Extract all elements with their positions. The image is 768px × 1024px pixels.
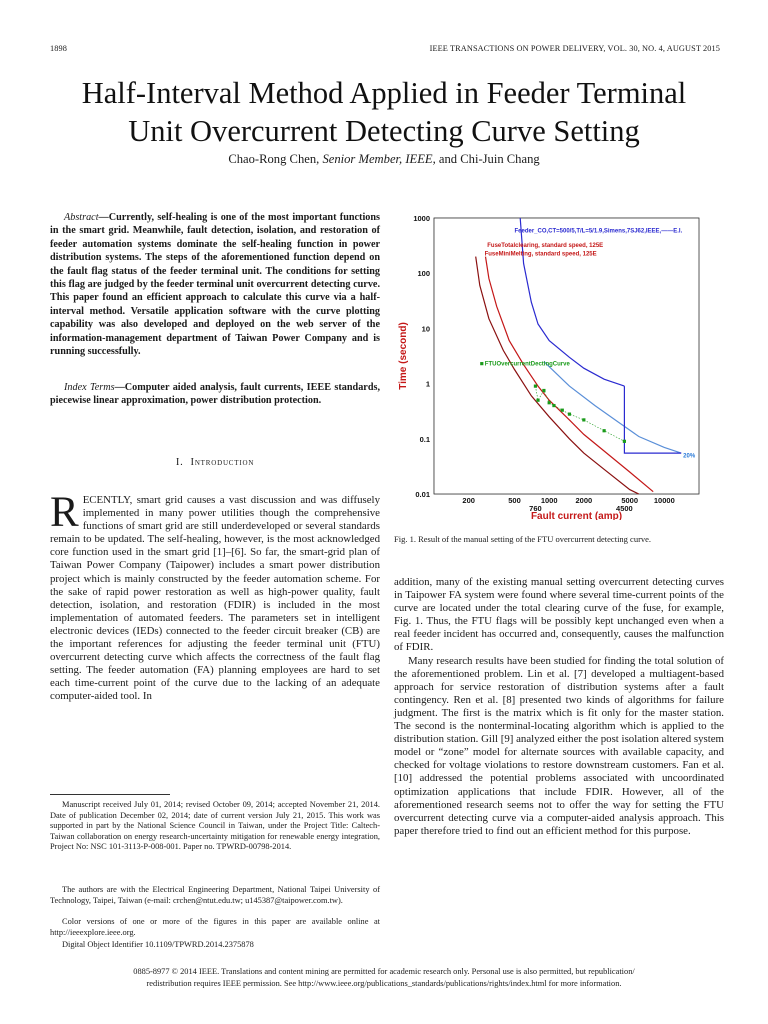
legend-fuse-total: FuseTotalclearing, standard speed, 125E xyxy=(487,242,604,249)
legend-percent: 20% xyxy=(683,453,696,460)
title-line-1: Half-Interval Method Applied in Feeder Terminal xyxy=(81,76,687,110)
y-tick-label: 0.01 xyxy=(415,490,430,499)
right-paragraph-1: addition, many of the existing manual setting overcurrent detecting curves in Taipower FA system were found where several time-current points of the curve are located under the total clearing curve of the fuse, for example, Fig. 1. Thus, the FTU flags will be possibly kept unchanged even when a real feeder incident has occurred and, consequently, causes the malfunction of FDIR. xyxy=(394,576,724,654)
legend-ftu-marker xyxy=(480,362,483,365)
ftu-point xyxy=(603,429,606,432)
x-tick-label: 2000 xyxy=(575,496,593,505)
ftu-point xyxy=(548,401,551,404)
ftu-point xyxy=(552,404,555,407)
abstract-text: —Currently, self-healing is one of the most important functions in the smart grid. Meanwhile, fault detection, isolation, and restoration of feeder automation systems dominate the self-healing function in power distribution systems. The steps of the aforementioned function depend on the fault flag status of the feeder terminal unit. The conditions for setting this flag are judged by the feeder terminal unit overcurrent detecting curve. This paper found an efficient approach to calculate this curve via a half-interval method. Versatile application software with the curve plotting capability was also developed and deployed on the web server of the information-management department of Taiwan Power Company and is running successfully. xyxy=(50,212,380,358)
x-extra-label: 4500 xyxy=(616,504,633,513)
legend-fuse-melting: FuseMiniMelting, standard speed, 125E xyxy=(484,251,597,258)
author-and: and xyxy=(438,152,458,166)
figure-1 xyxy=(394,210,724,520)
ftu-point xyxy=(542,389,545,392)
y-tick-label: 1 xyxy=(425,379,430,389)
right-column-text xyxy=(394,576,724,838)
abstract-label: Abstract xyxy=(64,212,99,223)
fault-current-chart xyxy=(394,210,724,520)
x-extra-label: 760 xyxy=(529,504,542,513)
footnote-rule xyxy=(50,794,170,795)
copyright-line-1: 0885-8977 © 2014 IEEE. Translations and content mining are permitted for academic research only. Personal use is also permitted, but republication/ xyxy=(133,967,635,976)
index-terms-label: Index Terms xyxy=(64,382,115,393)
footnote-doi: Digital Object Identifier 10.1109/TPWRD.2014.2375878 xyxy=(62,940,254,949)
author-2: Chi-Juin Chang xyxy=(460,152,540,166)
y-tick-label: 1000 xyxy=(413,214,430,223)
y-tick-label: 100 xyxy=(417,269,430,279)
ftu-point xyxy=(536,399,539,402)
legend-ftu: FTUOvercurrentDectingCurve xyxy=(484,361,570,368)
author-1: Chao-Rong Chen, xyxy=(228,152,320,166)
y-tick-label: 0.1 xyxy=(419,434,430,444)
journal-header: IEEE TRANSACTIONS ON POWER DELIVERY, VOL. 30, NO. 4, AUGUST 2015 xyxy=(429,44,720,53)
drop-cap: R xyxy=(50,489,79,536)
intro-paragraph xyxy=(50,489,380,704)
x-tick-label: 5000 xyxy=(621,496,639,505)
ftu-point xyxy=(568,413,571,416)
x-tick-label: 1000 xyxy=(540,496,558,505)
copyright-line-2: redistribution requires IEEE permission. See http://www.ieee.org/publications_standards/publications/rights/index.html for more information. xyxy=(146,979,622,988)
ftu-point xyxy=(561,409,564,412)
legend-feeder: Feeder_CO,CT=500/5,T/L=5/1.9,Simens,7SJ62,IEEE,——E.I. xyxy=(514,228,683,235)
intro-text: ECENTLY, smart grid causes a vast discussion and was diffusely implemented in many power utilities though the comprehensive functions of smart grid are still underdeveloped or several standards remain to be updated. The self-healing, however, is the most acknowledged core function used in the smart grid [1]–[6]. So far, the smart-grid plan of Taiwan Power Company (Taipower) includes a smart power distribution project which is mainly constructed by the feeder automation scheme. For the sake of rapid power restoration as well as high-power quality, fault detection, isolation, and restoration (FDIR) is included in the most implementation of automated feeders. The parameters set in intelligent electronic devices (IEDs) connected to the feeder circuit breaker (CB) are the important references for adjusting the feeder terminal unit (FTU) overcurrent detecting curve which affects the correctness of the fault flag setting. The feeder automation (FA) planning employees are hard to set each time-current point of the curve due to the lacking of an adequate computer-aided tool. In xyxy=(50,494,380,703)
right-paragraph-2: Many research results have been studied for finding the total solution of the aforementioned problem. Lin et al. [7] developed a multiagent-based approach for service restoration of distribution systems after a fault contingency. Ren et al. [8] presented two kinds of algorithms for failure judgment. The first is the matrix which is fit only for the master station. The second is the nonterminal-locating algorithm which is applied to the distribution station. Gill [9] analyzed either the post isolation altered system model or “zone” model for alternate sources with available capacity, and checked for voltage violations to restore downstream customers. Fan et al. [10] addressed the potential problems associated with uncoordinated optimization applications that include FDIR. However, all of the aforementioned research seems not to offer the way for setting the FTU overcurrent detecting curve via a computer-aided analysis approach. This paper therefore tried to find out an efficient method for this purpose. xyxy=(394,654,724,837)
index-terms xyxy=(50,381,380,408)
copyright-notice xyxy=(40,966,728,990)
footnote-manuscript: Manuscript received July 01, 2014; revised October 09, 2014; accepted November 21, 2014. Date of publication December 02, 2014; date of current version July 21, 2015. This work was supported in part by the National Science Council in Taiwan, under the Project Title: Caltech-Taiwan collaboration on energy research-uncertainty mitigation for renewable energy integration, Project No: NSC 101-3113-P-008-001. Paper no. TPWRD-00798-2014. xyxy=(50,800,380,852)
author-line xyxy=(0,152,768,167)
y-tick-label: 10 xyxy=(421,324,430,334)
footnote-color: Color versions of one or more of the figures in this paper are available online at http://ieeexplore.ieee.org. xyxy=(50,917,380,937)
x-tick-label: 10000 xyxy=(653,496,675,505)
x-tick-label: 500 xyxy=(508,496,521,505)
section-title: Introduction xyxy=(190,457,255,468)
section-heading xyxy=(50,457,380,468)
y-axis-title: Time (second) xyxy=(398,322,409,390)
author-1-role: Senior Member, IEEE, xyxy=(322,152,436,166)
footnote-authors: The authors are with the Electrical Engineering Department, National Taipei University of Technology, Taipei, Taiwan (e-mail: crchen@ntut.edu.tw; u145387@taipower.com.tw). xyxy=(50,885,380,905)
page-number: 1898 xyxy=(50,44,67,53)
paper-title xyxy=(0,74,768,150)
ftu-point xyxy=(623,440,626,443)
ftu-point xyxy=(582,418,585,421)
x-axis-title: Fault current (amp) xyxy=(530,511,623,520)
section-number: I. xyxy=(175,457,184,468)
title-line-2: Unit Overcurrent Detecting Curve Setting xyxy=(128,114,640,148)
index-terms-text: —Computer aided analysis, fault currents, IEEE standards, piecewise linear approximation, power distribution protection. xyxy=(50,382,380,407)
ftu-point xyxy=(534,385,537,388)
x-tick-label: 200 xyxy=(462,496,475,505)
figure-caption: Fig. 1. Result of the manual setting of the FTU overcurrent detecting curve. xyxy=(394,534,652,544)
abstract xyxy=(50,211,380,358)
